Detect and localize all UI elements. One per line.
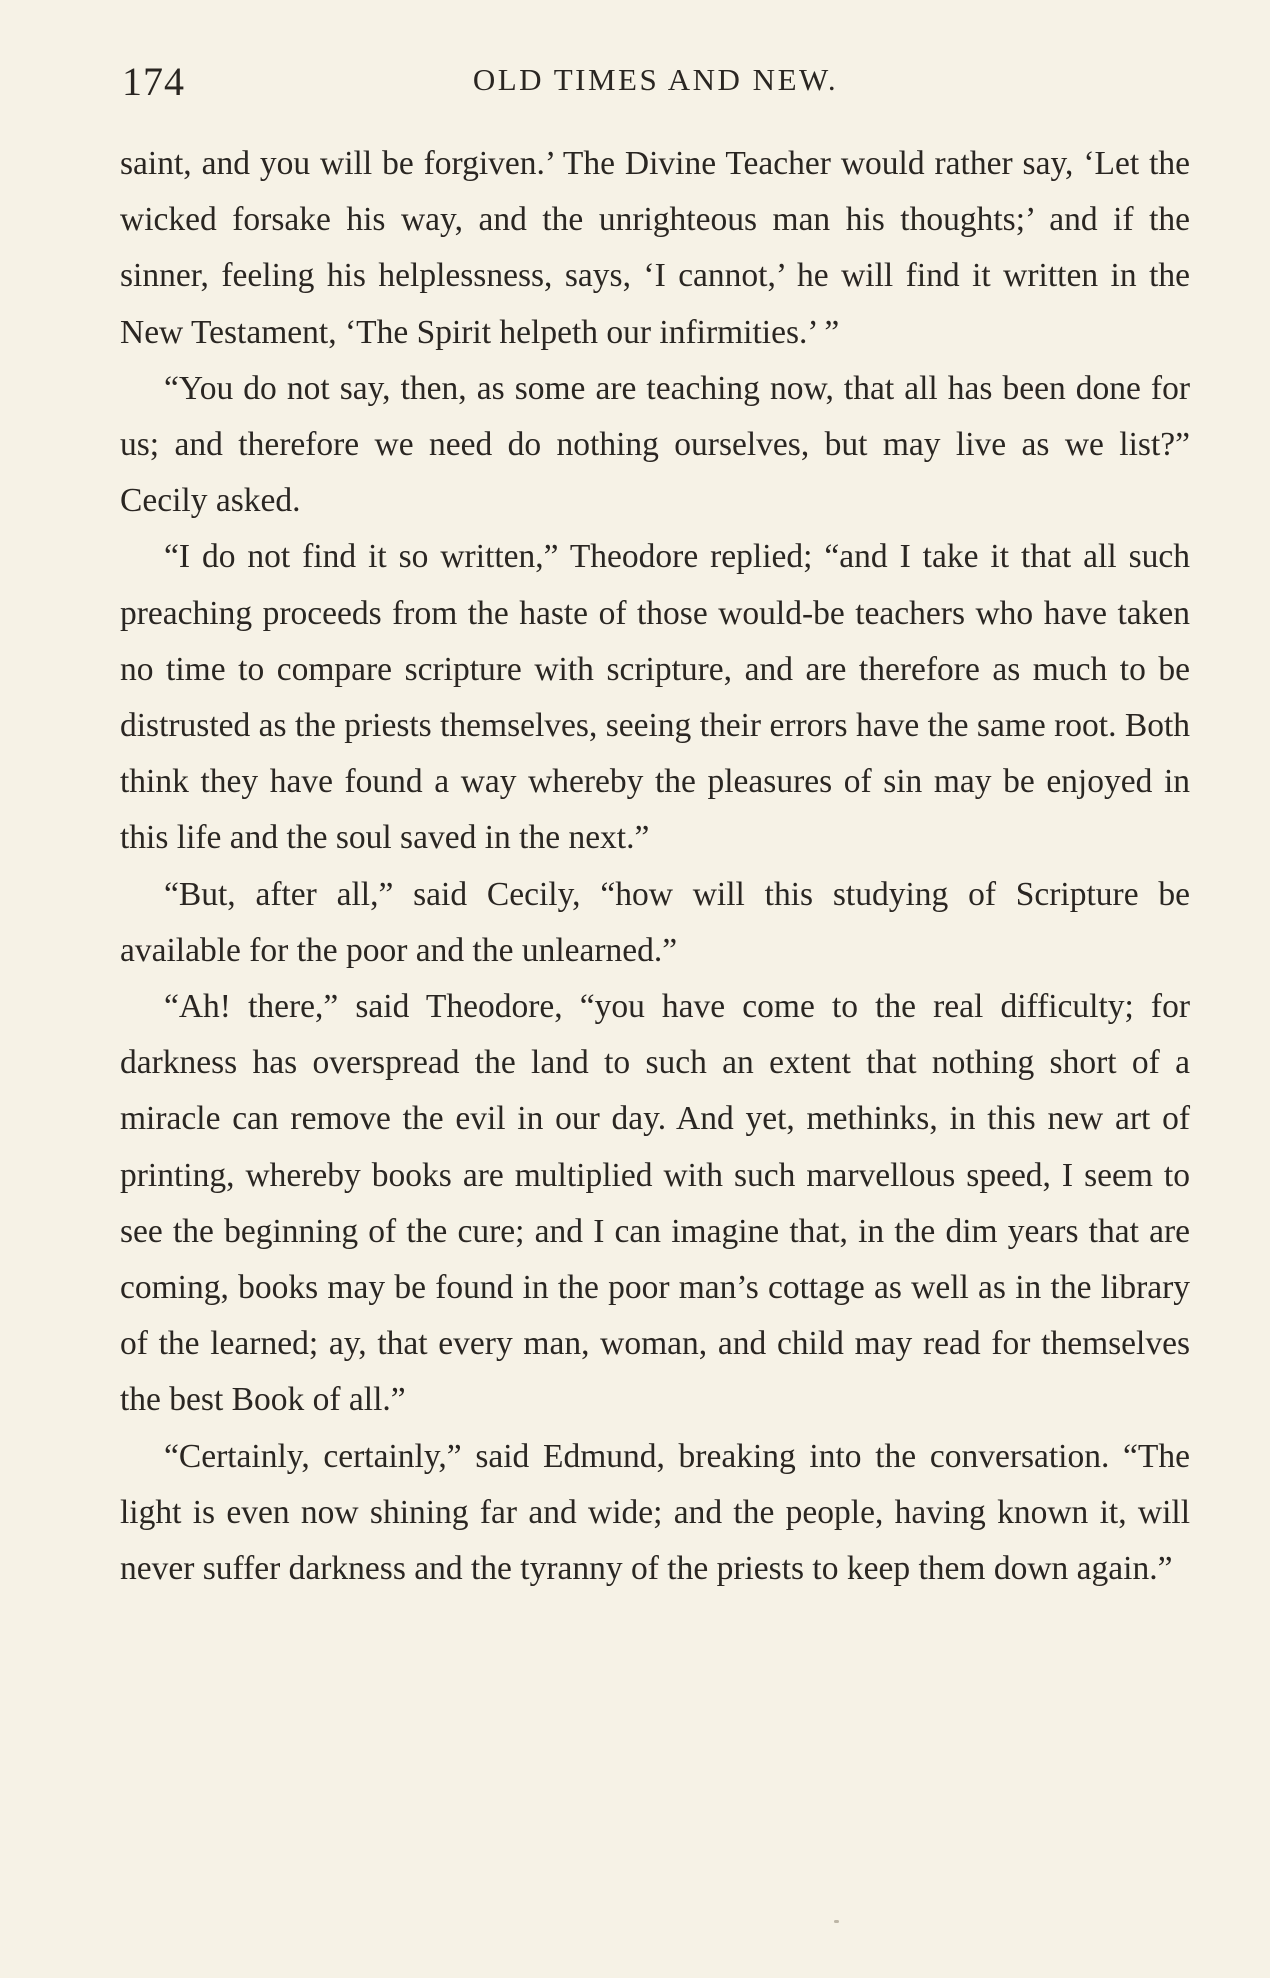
running-head — [118, 52, 1193, 112]
paragraph-continued: saint, and you will be forgiven.’ The Divine Teacher would rather say, ‘Let the wicked forsake his way, and the unrighteous man his thoughts;’ and if the sinner, feeling his helplessness, says, ‘I cannot,’ he will find it written in the New Testament, ‘The Spirit helpeth our infirmities.’ ” — [120, 145, 1190, 351]
paragraph: “Certainly, certainly,” said Edmund, breaking into the conversation. “The light is even now shining far and wide; and the people, having known it, will never suffer darkness and the tyranny of the priests to keep them down again.” — [120, 1437, 1190, 1588]
paragraph: “But, after all,” said Cecily, “how will this studying of Scripture be available for the poor and the unlearned.” — [120, 875, 1190, 969]
paragraph: “I do not find it so written,” Theodore replied; “and I take it that all such preaching proceeds from the haste of those would-be teachers who have taken no time to compare scripture with scripture, and are therefore as much to be distrusted as the priests themselves, seeing their errors have the same root. Both think they have found a way whereby the pleasures of sin may be enjoyed in this life and the soul saved in the next.” — [120, 538, 1190, 857]
body-text — [120, 136, 1190, 1597]
paragraph: “Ah! there,” said Theodore, “you have come to the real difficulty; for darkness has overspread the land to such an extent that nothing short of a miracle can remove the evil in our day. And yet, methinks, in this new art of printing, whereby books are multiplied with such marvellous speed, I seem to see the beginning of the cure; and I can imagine that, in the dim years that are coming, books may be found in the poor man’s cottage as well as in the library of the learned; ay, that every man, woman, and child may read for themselves the best Book of all.” — [120, 988, 1190, 1419]
paragraph: “You do not say, then, as some are teaching now, that all has been done for us; and therefore we need do nothing ourselves, but may live as we list?” Cecily asked. — [120, 369, 1190, 520]
page-number: 174 — [122, 59, 185, 104]
paper-speck — [834, 1920, 839, 1923]
running-title: OLD TIMES AND NEW. — [472, 62, 839, 97]
